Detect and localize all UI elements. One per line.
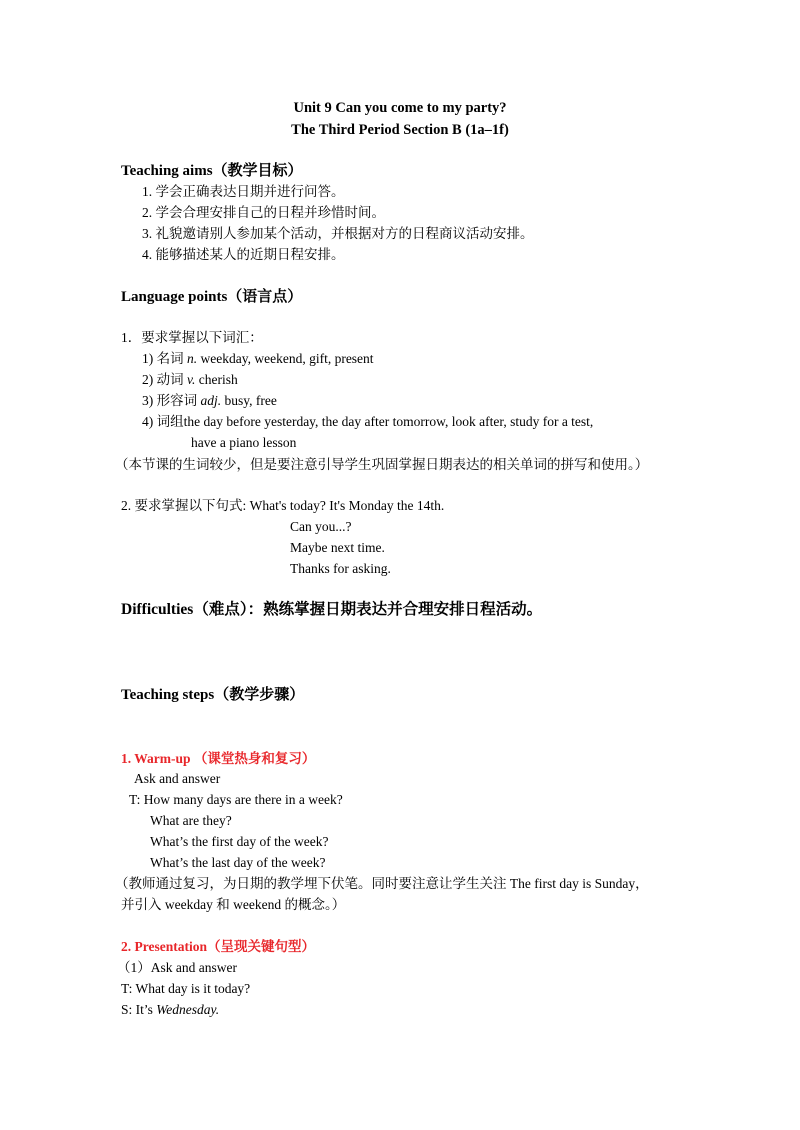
warmup-line-2: T: How many days are there in a week?: [129, 792, 343, 807]
aims-item-4: 4. 能够描述某人的近期日程安排。: [142, 247, 345, 262]
vocab-item-2: [142, 370, 238, 390]
vocab-words: busy, free: [221, 393, 277, 408]
aims-item-2: 2. 学会合理安排自己的日程并珍惜时间。: [142, 205, 385, 220]
warmup-line-3: What are they?: [150, 813, 232, 828]
vocab-item-1: [142, 349, 374, 369]
vocab-pos: n.: [187, 351, 198, 366]
aims-heading: Teaching aims（教学目标）: [121, 163, 303, 179]
warmup-line-4: What’s the first day of the week?: [150, 834, 329, 849]
doc-title-line2: The Third Period Section B (1a–1f): [291, 122, 509, 138]
aims-item-1: 1. 学会正确表达日期并进行问答。: [142, 184, 345, 199]
sentence-2: Maybe next time.: [290, 540, 385, 555]
presentation-line-3: [121, 1000, 219, 1020]
vocab-words: the day before yesterday, the day after tomorrow, look after, study for a test,: [183, 414, 594, 429]
vocab-num: 1) 名词: [142, 351, 187, 366]
doc-title-line1: Unit 9 Can you come to my party?: [293, 100, 507, 116]
warmup-line-5: What’s the last day of the week?: [150, 855, 326, 870]
presentation-title: 2. Presentation（呈现关键句型）: [121, 939, 315, 954]
vocab-pos: v.: [187, 372, 196, 387]
vocab-num: 4) 词组: [142, 414, 184, 429]
sentence-1: Can you...?: [290, 519, 352, 534]
aims-item-3: 3. 礼貌邀请别人参加某个活动，并根据对方的日程商议活动安排。: [142, 226, 534, 241]
warmup-line-1: Ask and answer: [134, 771, 221, 786]
presentation-speaker: S: It’s: [121, 1002, 157, 1017]
presentation-line-1: （1）Ask and answer: [117, 960, 237, 975]
vocab-note: （本节课的生词较少，但是要注意引导学生巩固掌握日期表达的相关单词的拼写和使用。）: [115, 457, 649, 472]
vocab-num: 3) 形容词: [142, 393, 201, 408]
vocab-pos: adj.: [200, 393, 222, 408]
presentation-answer: Wednesday.: [156, 1002, 220, 1017]
difficulties: Difficulties（难点）：熟练掌握日期表达并合理安排日程活动。: [121, 601, 543, 618]
steps-heading: Teaching steps（教学步骤）: [121, 687, 305, 703]
warmup-title: 1. Warm-up （课堂热身和复习）: [121, 751, 316, 766]
vocab-item-3: [142, 391, 277, 411]
vocab-words: weekday, weekend, gift, present: [197, 351, 374, 366]
vocab-num: 2) 动词: [142, 372, 187, 387]
warmup-note-2: 并引入 weekday 和 weekend 的概念。）: [121, 897, 346, 912]
vocab-intro: 1．要求掌握以下词汇：: [121, 330, 263, 345]
vocab-words: cherish: [195, 372, 238, 387]
warmup-note-1: （教师通过复习，为日期的教学埋下伏笔。同时要注意让学生关注 The first day is Sunday，: [115, 876, 649, 891]
vocab-item-4-cont: have a piano lesson: [191, 435, 297, 450]
sentence-3: Thanks for asking.: [290, 561, 391, 576]
sentence-intro: 2. 要求掌握以下句式: What's today? It's Monday the 14th.: [121, 498, 445, 513]
vocab-item-4: [142, 412, 593, 432]
language-heading: Language points（语言点）: [121, 289, 303, 305]
presentation-line-2: T: What day is it today?: [121, 981, 251, 996]
